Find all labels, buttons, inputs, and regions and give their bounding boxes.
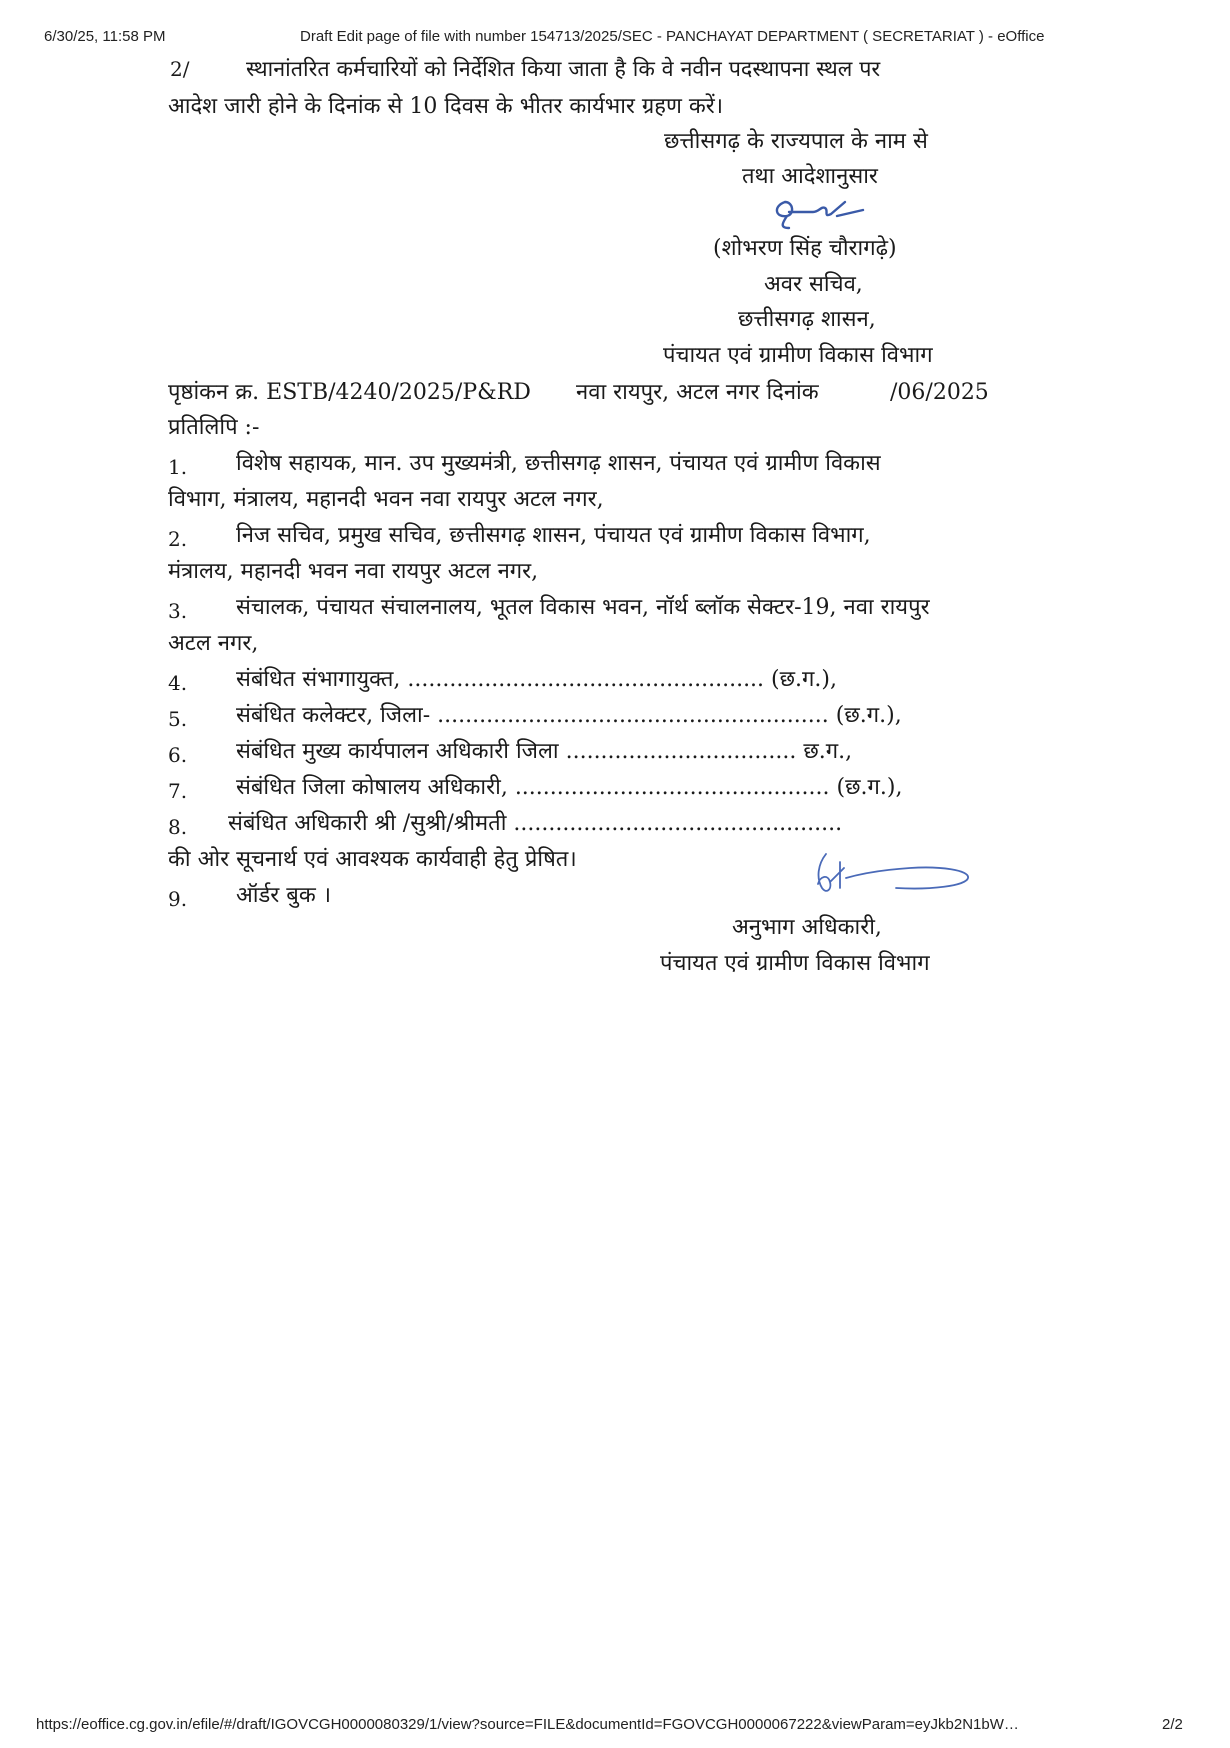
copy-5-line: संबंधित कलेक्टर, जिला- ........................................................ (छ.ग.), <box>236 703 902 728</box>
endorsement-ref: पृष्ठांकन क्र. ESTB/4240/2025/P&RD <box>168 380 531 405</box>
authority-name: (शोभरण सिंह चौरागढ़े) <box>713 236 897 261</box>
section-officer-department: पंचायत एवं ग्रामीण विकास विभाग <box>660 951 930 976</box>
print-page-number: 2/2 <box>1162 1716 1183 1733</box>
copy-2-line2: मंत्रालय, महानदी भवन नवा रायपुर अटल नगर, <box>168 559 539 584</box>
copy-6-line: संबंधित मुख्य कार्यपालन अधिकारी जिला ................................. छ.ग., <box>236 739 853 764</box>
para2-number: 2/ <box>170 57 190 81</box>
endorsement-date: /06/2025 <box>890 380 989 405</box>
copy-number: 3. <box>168 599 188 623</box>
authority-government: छत्तीसगढ़ शासन, <box>738 307 876 332</box>
copy-number: 6. <box>168 743 188 767</box>
copy-8-line: संबंधित अधिकारी श्री /सुश्री/श्रीमती ............................................... <box>228 811 843 836</box>
copy-1-line1: विशेष सहायक, मान. उप मुख्यमंत्री, छत्तीसगढ़ शासन, पंचायत एवं ग्रामीण विकास <box>236 451 881 476</box>
endorsement-place: नवा रायपुर, अटल नगर दिनांक <box>576 380 819 405</box>
authority-line1: छत्तीसगढ़ के राज्यपाल के नाम से <box>664 129 928 154</box>
copy-number: 5. <box>168 707 188 731</box>
copy-number: 8. <box>168 815 188 839</box>
para2-line2: आदेश जारी होने के दिनांक से 10 दिवस के भीतर कार्यभार ग्रहण करें। <box>168 94 724 119</box>
copy-number: 2. <box>168 527 188 551</box>
authority-line2: तथा आदेशानुसार <box>742 164 878 189</box>
print-page-title: Draft Edit page of file with number 154713/2025/SEC - PANCHAYAT DEPARTMENT ( SECRETARIAT ) - eOffice <box>300 28 1045 45</box>
print-url: https://eoffice.cg.gov.in/efile/#/draft/IGOVCGH0000080329/1/view?source=FILE&documentId=FGOVCGH0000067222&viewParam=eyJkb2N1bW… <box>36 1716 1019 1733</box>
copy-label: प्रतिलिपि :- <box>168 415 260 440</box>
authority-department: पंचायत एवं ग्रामीण विकास विभाग <box>663 343 933 368</box>
copy-number: 9. <box>168 887 188 911</box>
copy-2-line1: निज सचिव, प्रमुख सचिव, छत्तीसगढ़ शासन, पंचायत एवं ग्रामीण विकास विभाग, <box>236 523 871 548</box>
copy-number: 4. <box>168 671 188 695</box>
copy-number: 1. <box>168 455 188 479</box>
copy-number: 7. <box>168 779 188 803</box>
copy-7-line: संबंधित जिला कोषालय अधिकारी, ............................................. (छ.ग.), <box>236 775 903 800</box>
para2-line1: स्थानांतरित कर्मचारियों को निर्देशित किया जाता है कि वे नवीन पदस्थापना स्थल पर <box>246 57 881 82</box>
copy-9-line: ऑर्डर बुक । <box>236 883 332 908</box>
copy-note: की ओर सूचनार्थ एवं आवश्यक कार्यवाही हेतु प्रेषित। <box>168 847 577 872</box>
copy-3-line2: अटल नगर, <box>168 631 259 656</box>
print-datetime: 6/30/25, 11:58 PM <box>44 28 166 45</box>
copy-4-line: संबंधित संभागायुक्त, ................................................... (छ.ग.), <box>236 667 837 692</box>
signature-authority <box>765 188 875 236</box>
signature-section-officer <box>800 848 980 908</box>
authority-designation: अवर सचिव, <box>764 272 863 297</box>
copy-3-line1: संचालक, पंचायत संचालनालय, भूतल विकास भवन, नॉर्थ ब्लॉक सेक्टर-19, नवा रायपुर <box>236 595 930 620</box>
copy-1-line2: विभाग, मंत्रालय, महानदी भवन नवा रायपुर अटल नगर, <box>168 487 604 512</box>
section-officer-designation: अनुभाग अधिकारी, <box>732 915 882 940</box>
